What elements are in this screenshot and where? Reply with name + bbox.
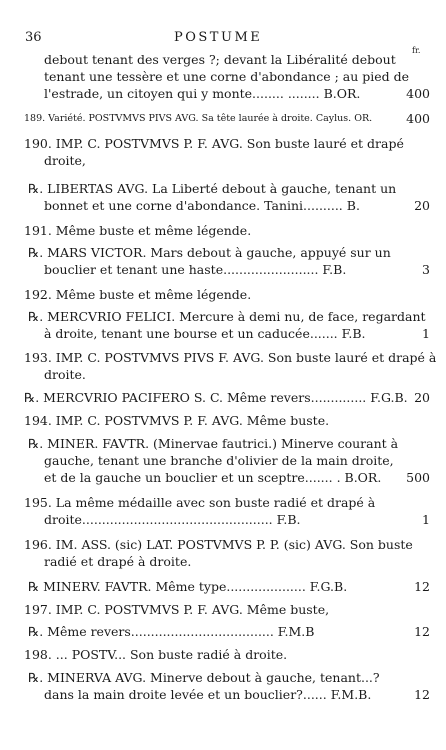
entry-line: tenant une tessère et une corne d'abondance ; au pied de xyxy=(44,69,410,84)
entry-line: et de la gauche un bouclier et un sceptre....... . B.OR. xyxy=(44,470,382,485)
page-number: 36 xyxy=(25,30,42,45)
entry-line: ℞ MINERV. FAVTR. Même type.................... F.G.B. xyxy=(28,579,348,594)
running-title: POSTUME xyxy=(174,30,263,45)
price-value: 400 xyxy=(406,111,430,126)
price-value: 12 xyxy=(414,579,430,594)
entry-line: à droite, tenant une bourse et un caducée....... F.B. xyxy=(44,326,366,341)
entry-line: gauche, tenant une branche d'olivier de la main droite, xyxy=(44,453,394,468)
entry-line: ℞. MINERVA AVG. Minerve debout à gauche, tenant...? xyxy=(28,670,380,685)
entry-line: bonnet et une corne d'abondance. Tanini.......... B. xyxy=(44,198,360,213)
price-value: 400 xyxy=(406,86,430,101)
entry-line: droite. xyxy=(44,367,86,382)
entry-line: l'estrade, un citoyen qui y monte........ ........ B.OR. xyxy=(44,86,361,101)
column-unit-label: fr. xyxy=(412,46,421,55)
entry-line: 189. Variété. POSTVMVS PIVS AVG. Sa tête laurée à droite. Caylus. OR. xyxy=(24,113,373,124)
entry-line: 193. IMP. C. POSTVMVS PIVS F. AVG. Son buste lauré et drapé à xyxy=(24,350,437,365)
entry-line: 194. IMP. C. POSTVMVS P. F. AVG. Même buste. xyxy=(24,413,330,428)
price-value: 500 xyxy=(406,470,430,485)
price-value: 20 xyxy=(414,198,430,213)
entry-line: 192. Même buste et même légende. xyxy=(24,287,252,302)
entry-line: 198. ... POSTV... Son buste radié à droite. xyxy=(24,647,288,662)
entry-line: droite, xyxy=(44,153,86,168)
entry-line: ℞. Même revers.................................... F.M.B xyxy=(28,624,315,639)
entry-line: ℞. MERCVRIO FELICI. Mercure à demi nu, de face, regardant xyxy=(28,309,426,324)
price-value: 1 xyxy=(422,326,430,341)
entry-line: ℞. MERCVRIO PACIFERO S. C. Même revers.............. F.G.B. xyxy=(24,390,408,405)
entry-line: droite................................................ F.B. xyxy=(44,512,301,527)
entry-line: 195. La même médaille avec son buste radié et drapé à xyxy=(24,495,376,510)
entry-line: 197. IMP. C. POSTVMVS P. F. AVG. Même buste, xyxy=(24,602,330,617)
entry-line: 191. Même buste et même légende. xyxy=(24,223,252,238)
entry-line: debout tenant des verges ?; devant la Libéralité debout xyxy=(44,52,396,67)
price-value: 20 xyxy=(414,390,430,405)
price-value: 12 xyxy=(414,624,430,639)
entry-line: ℞. LIBERTAS AVG. La Liberté debout à gauche, tenant un xyxy=(28,181,397,196)
entry-line: 190. IMP. C. POSTVMVS P. F. AVG. Son buste lauré et drapé xyxy=(24,136,404,151)
entry-line: dans la main droite levée et un bouclier?...... F.M.B. xyxy=(44,687,372,702)
price-value: 12 xyxy=(414,687,430,702)
entry-line: radié et drapé à droite. xyxy=(44,554,192,569)
entry-line: ℞. MARS VICTOR. Mars debout à gauche, appuyé sur un xyxy=(28,245,391,260)
entry-line: 196. IM. ASS. (sic) LAT. POSTVMVS P. P. (sic) AVG. Son buste xyxy=(24,537,413,552)
entry-line: ℞. MINER. FAVTR. (Minervae fautrici.) Minerve courant à xyxy=(28,436,399,451)
price-value: 1 xyxy=(422,512,430,527)
entry-line: bouclier et tenant une haste........................ F.B. xyxy=(44,262,347,277)
price-value: 3 xyxy=(422,262,430,277)
